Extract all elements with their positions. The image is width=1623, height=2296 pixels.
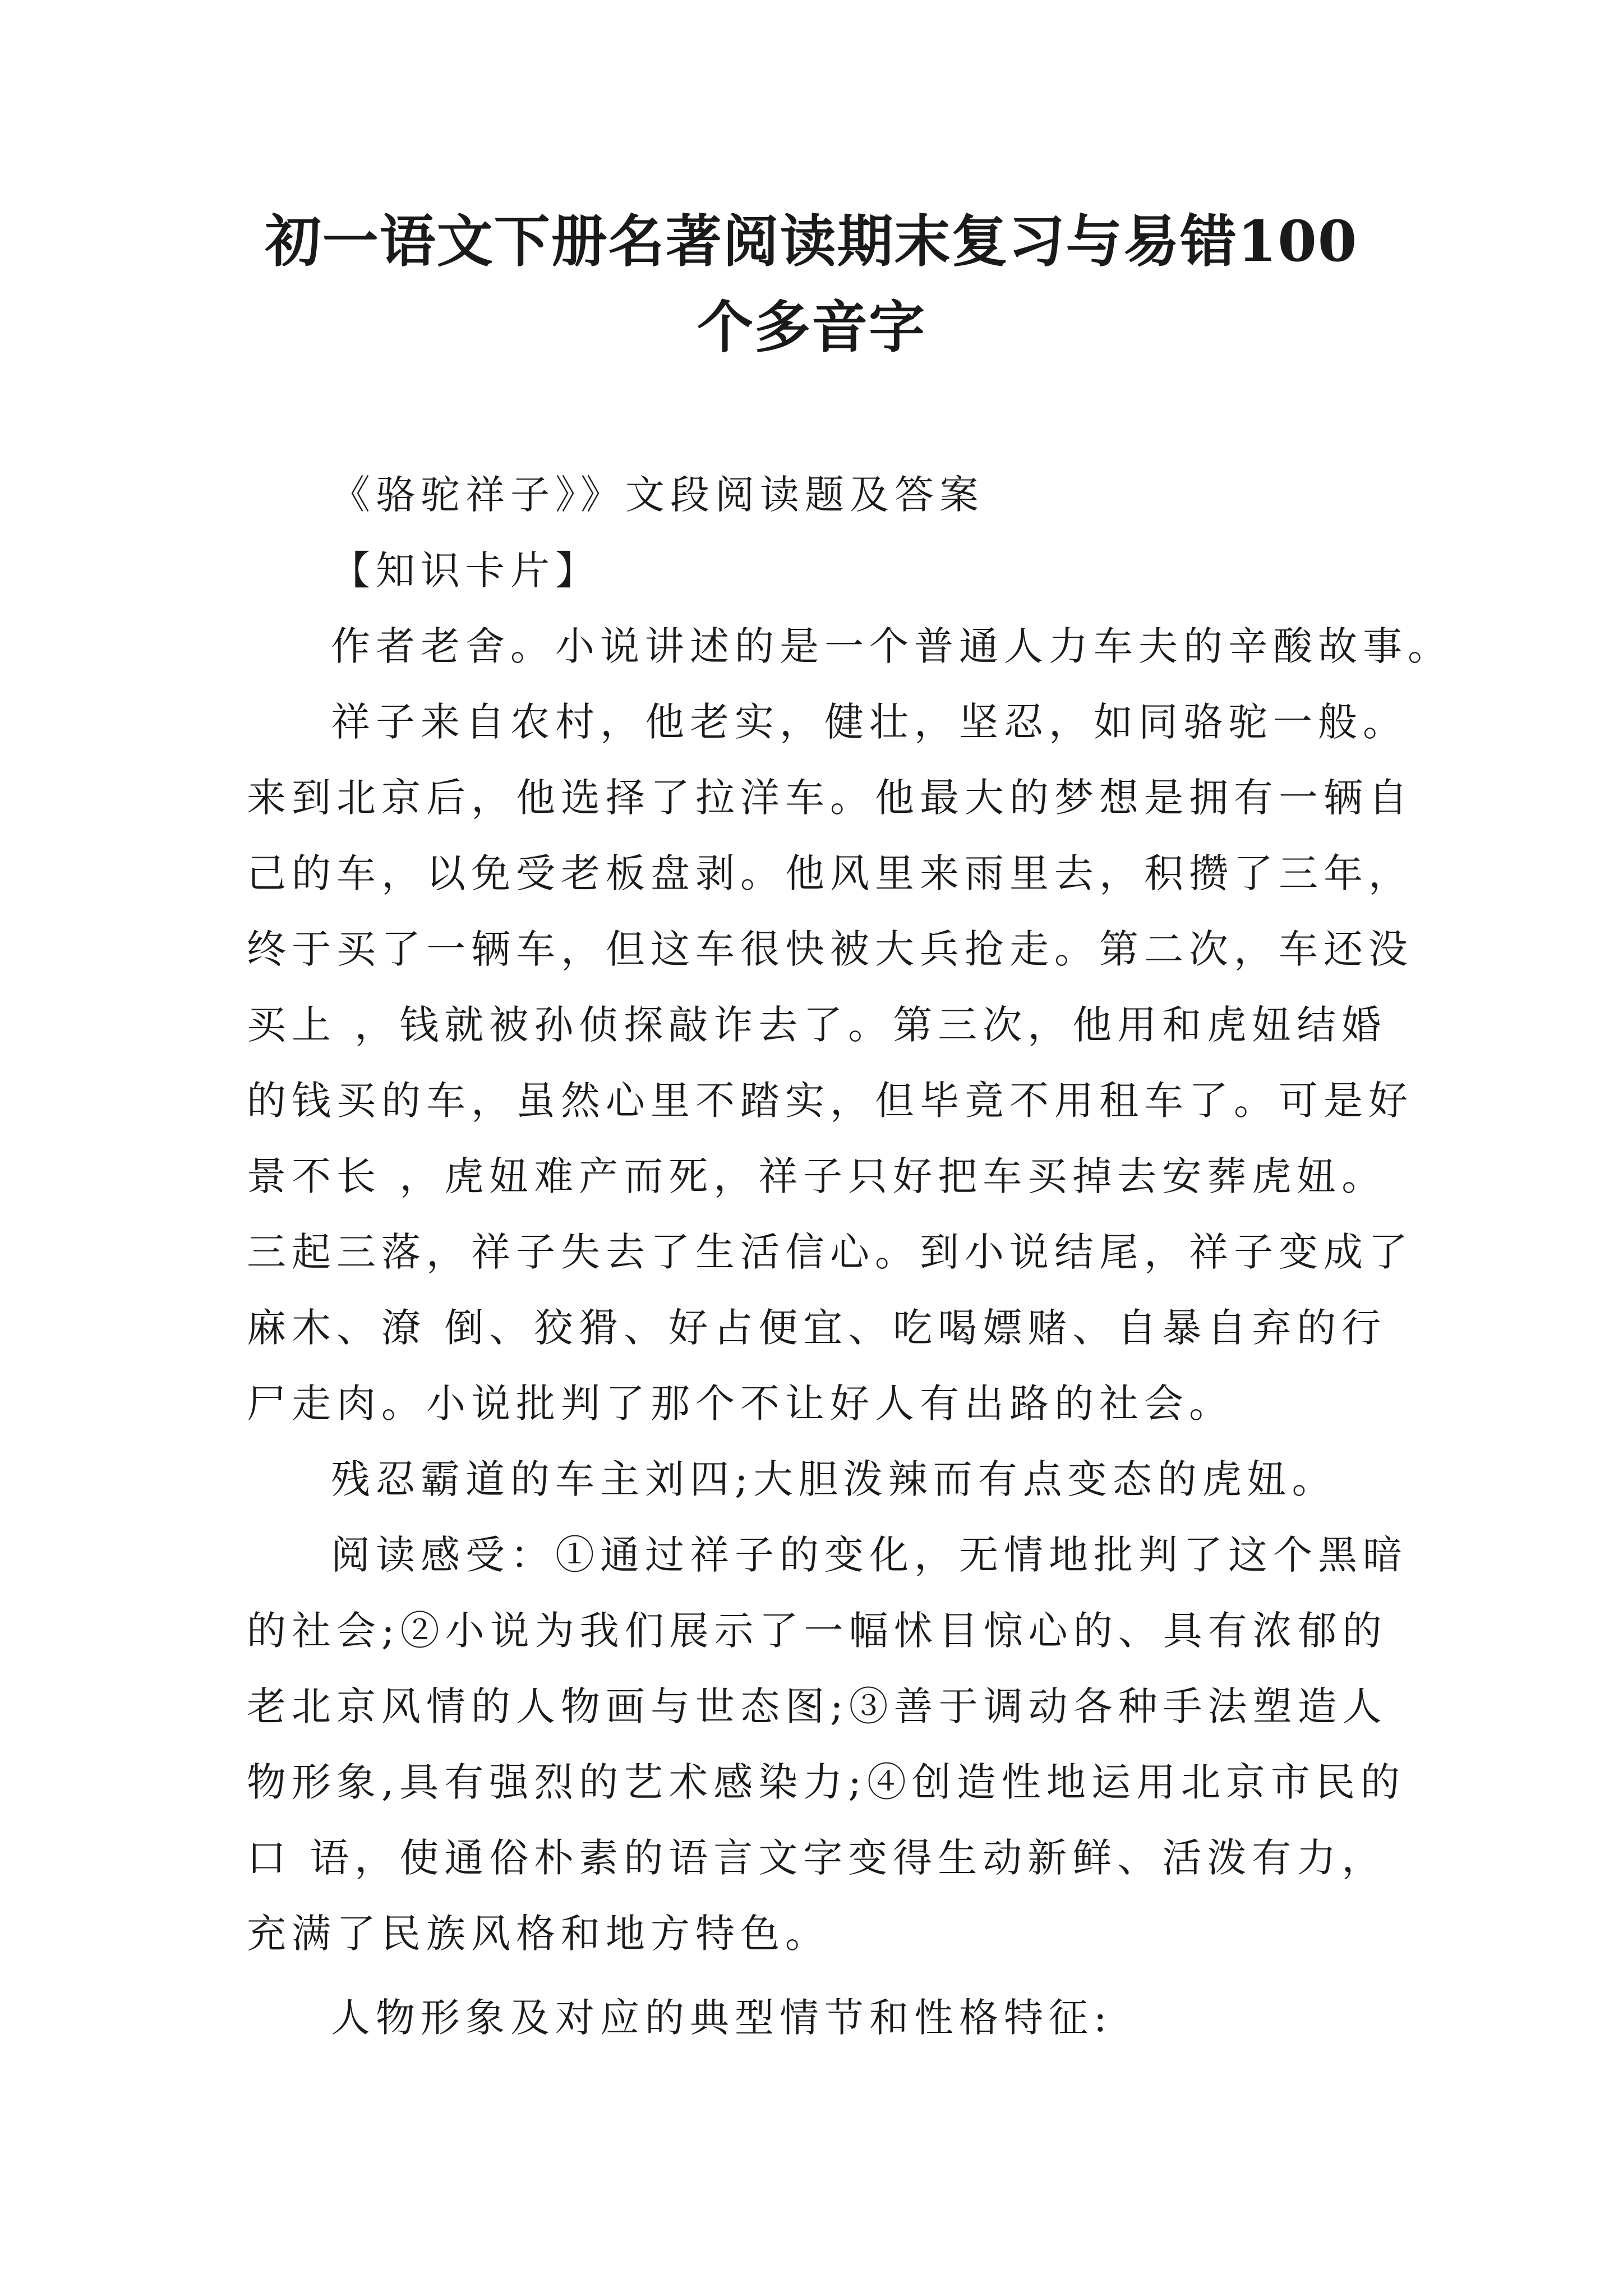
body-line: 人物形象及对应的典型情节和性格特征:	[331, 1995, 1113, 2041]
body-line: 残忍霸道的车主刘四;大胆泼辣而有点变态的虎妞。	[331, 1456, 1337, 1502]
body-line: 口 语，使通俗朴素的语言文字变得生动新鲜、活泼有力，	[247, 1835, 1387, 1881]
body-line: 景不长 ，虎妞难产而死，祥子只好把车买掉去安葬虎妞。	[247, 1153, 1387, 1199]
body-line: 三起三落，祥子失去了生活信心。到小说结尾，祥子变成了	[247, 1229, 1413, 1275]
body-line: 的社会;②小说为我们展示了一幅怵目惊心的、具有浓郁的	[247, 1608, 1387, 1654]
body-line: 物形象,具有强烈的艺术感染力;④创造性地运用北京市民的	[247, 1759, 1405, 1805]
body-line: 己的车，以免受老板盘剥。他风里来雨里去，积攒了三年，	[247, 850, 1413, 896]
body-line: 充满了民族风格和地方特色。	[247, 1911, 830, 1957]
body-line: 尸走肉。小说批判了那个不让好人有出路的社会。	[247, 1381, 1234, 1427]
body-line: 终于买了一辆车，但这车很快被大兵抢走。第二次，车还没	[247, 926, 1413, 972]
body-line-section-heading: 《骆驼祥子》》文段阅读题及答案	[331, 472, 984, 518]
body-line: 阅读感受：①通过祥子的变化，无情地批判了这个黑暗	[331, 1532, 1408, 1578]
body-line: 作者老舍。小说讲述的是一个普通人力车夫的辛酸故事。	[331, 623, 1453, 669]
document-title-line-2: 个多音字	[697, 294, 926, 360]
body-line: 祥子来自农村，他老实，健壮，坚忍，如同骆驼一般。	[331, 699, 1408, 745]
body-line: 来到北京后，他选择了拉洋车。他最大的梦想是拥有一辆自	[247, 775, 1413, 821]
body-line: 买上 ，钱就被孙侦探敲诈去了。第三次，他用和虎妞结婚	[247, 1002, 1387, 1048]
body-line: 老北京风情的人物画与世态图;③善于调动各种手法塑造人	[247, 1683, 1387, 1729]
document-title-line-1: 初一语文下册名著阅读期末复习与易错100	[265, 208, 1358, 274]
body-line: 的钱买的车，虽然心里不踏实，但毕竟不用租车了。可是好	[247, 1078, 1413, 1124]
body-line-knowledge-card: 【知识卡片】	[331, 547, 600, 593]
body-line: 麻木、潦 倒、狡猾、好占便宜、吃喝嫖赌、自暴自弃的行	[247, 1305, 1387, 1351]
